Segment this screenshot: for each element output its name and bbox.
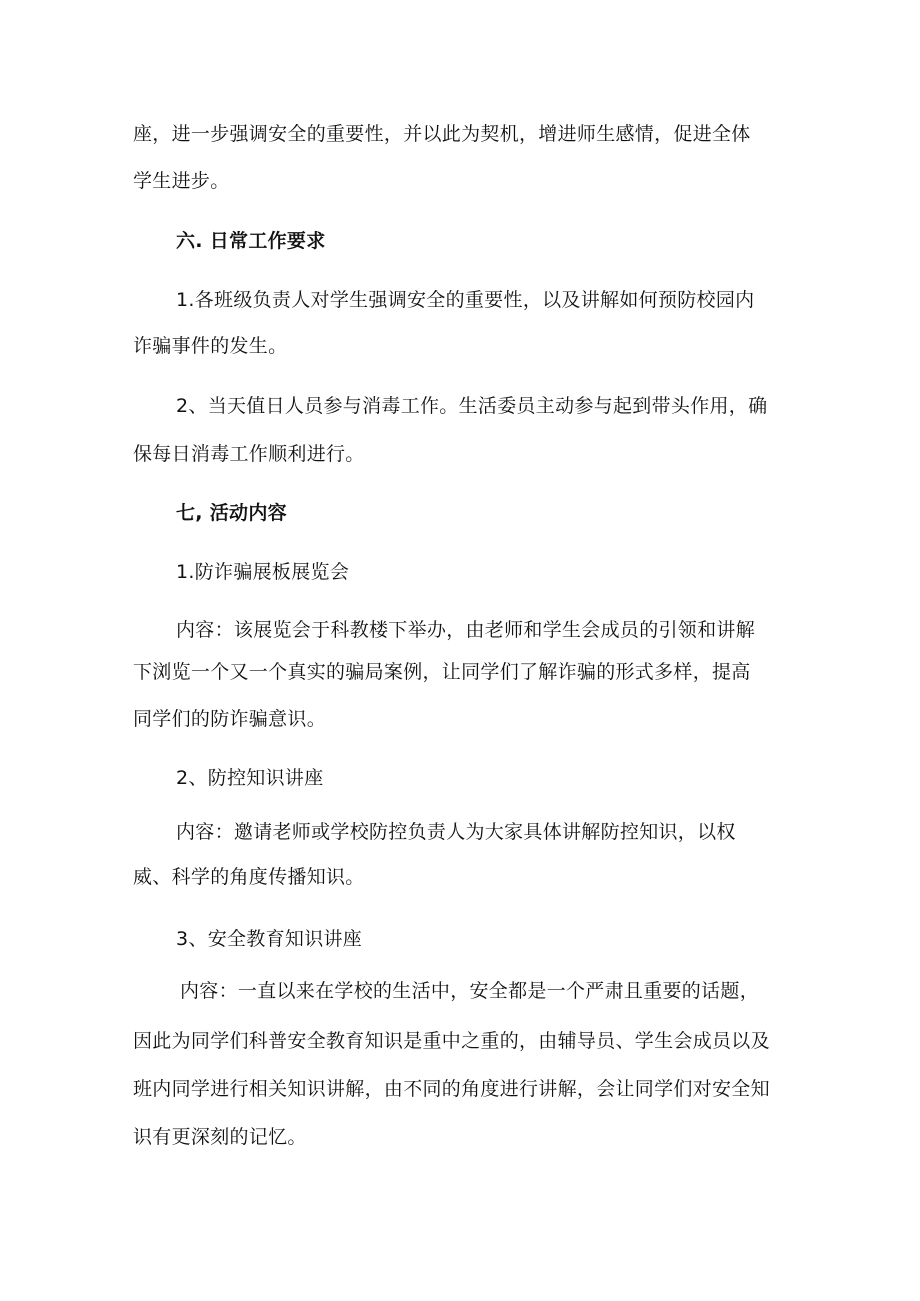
paragraph-line: 下浏览一个又一个真实的骗局案例，让同学们了解诈骗的形式多样，提高 (133, 661, 751, 683)
paragraph-line: 内容：邀请老师或学校防控负责人为大家具体讲解防控知识，以权 (176, 821, 736, 843)
section-heading-6: 六. 日常工作要求 (176, 230, 326, 252)
activity-title: 1.防诈骗展板展览会 (176, 561, 350, 583)
paragraph-line: 内容：该展览会于科教楼下举办，由老师和学生会成员的引领和讲解 (176, 619, 756, 641)
activity-title: 2、防控知识讲座 (176, 767, 324, 789)
paragraph-line: 保每日消毒工作顺利进行。 (133, 443, 365, 465)
paragraph-line: 同学们的防诈骗意识。 (133, 708, 327, 730)
paragraph-line: 内容：一直以来在学校的生活中，安全都是一个严肃且重要的话题， (180, 980, 760, 1002)
section-heading-7: 七, 活动内容 (176, 502, 287, 524)
paragraph-line: 2、当天值日人员参与消毒工作。生活委员主动参与起到带头作用，确 (176, 395, 768, 417)
paragraph-line: 诈骗事件的发生。 (133, 335, 288, 357)
paragraph-line: 座，进一步强调安全的重要性，并以此为契机，增进师生感情，促进全体 (133, 123, 751, 145)
paragraph-line: 识有更深刻的记忆。 (133, 1126, 307, 1148)
paragraph-line: 学生进步。 (133, 170, 230, 192)
paragraph-line: 因此为同学们科普安全教育知识是重中之重的，由辅导员、学生会成员以及 (133, 1030, 770, 1052)
activity-title: 3、安全教育知识讲座 (176, 928, 363, 950)
paragraph-line: 1.各班级负责人对学生强调安全的重要性，以及讲解如何预防校园内 (176, 289, 755, 311)
paragraph-line: 班内同学进行相关知识讲解，由不同的角度进行讲解，会让同学们对安全知 (133, 1078, 770, 1100)
paragraph-line: 威、科学的角度传播知识。 (133, 866, 365, 888)
